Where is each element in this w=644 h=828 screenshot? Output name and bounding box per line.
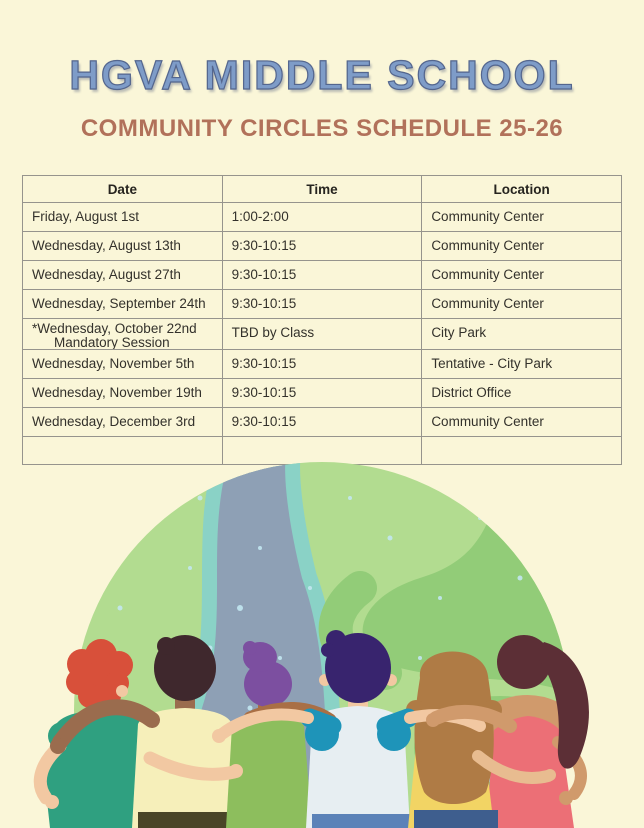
location-cell: District Office	[422, 379, 622, 408]
person-coral-top	[486, 635, 589, 828]
person-long-hair	[406, 651, 502, 828]
time-cell: 9:30-10:15	[222, 350, 422, 379]
date-cell: Wednesday, August 13th	[23, 232, 223, 261]
location-cell: Community Center	[422, 290, 622, 319]
time-cell: 9:30-10:15	[222, 379, 422, 408]
schedule-table	[22, 175, 622, 465]
location-cell: City Park	[422, 319, 622, 350]
schedule-body	[23, 203, 622, 465]
flyer-header	[0, 52, 644, 143]
table-row	[23, 232, 622, 261]
date-cell: *Wednesday, October 22nd Mandatory Session	[23, 319, 223, 350]
time-cell: TBD by Class	[222, 319, 422, 350]
location-cell: Community Center	[422, 408, 622, 437]
page-title: HGVA MIDDLE SCHOOL	[69, 52, 575, 98]
date-cell: Wednesday, September 24th	[23, 290, 223, 319]
location-cell: Community Center	[422, 261, 622, 290]
table-row	[23, 203, 622, 232]
column-header: Time	[222, 176, 422, 203]
page-subtitle: COMMUNITY CIRCLES SCHEDULE 25-26	[80, 115, 564, 142]
time-cell: 9:30-10:15	[222, 290, 422, 319]
date-cell: Wednesday, November 19th	[23, 379, 223, 408]
column-header: Location	[422, 176, 622, 203]
table-row	[23, 290, 622, 319]
column-header: Date	[23, 176, 223, 203]
table-row	[23, 408, 622, 437]
time-cell: 1:00-2:00	[222, 203, 422, 232]
date-cell: Wednesday, August 27th	[23, 261, 223, 290]
time-cell: 9:30-10:15	[222, 261, 422, 290]
community-illustration	[0, 458, 644, 828]
time-cell: 9:30-10:15	[222, 408, 422, 437]
schedule-header-row	[23, 176, 622, 203]
date-cell: Friday, August 1st	[23, 203, 223, 232]
schedule-table-container	[22, 175, 622, 465]
date-cell: Wednesday, December 3rd	[23, 408, 223, 437]
location-cell: Community Center	[422, 232, 622, 261]
table-row	[23, 379, 622, 408]
location-cell: Community Center	[422, 203, 622, 232]
time-cell: 9:30-10:15	[222, 232, 422, 261]
table-row	[23, 350, 622, 379]
table-row	[23, 319, 622, 350]
table-row	[23, 261, 622, 290]
location-cell: Tentative - City Park	[422, 350, 622, 379]
date-cell: Wednesday, November 5th	[23, 350, 223, 379]
